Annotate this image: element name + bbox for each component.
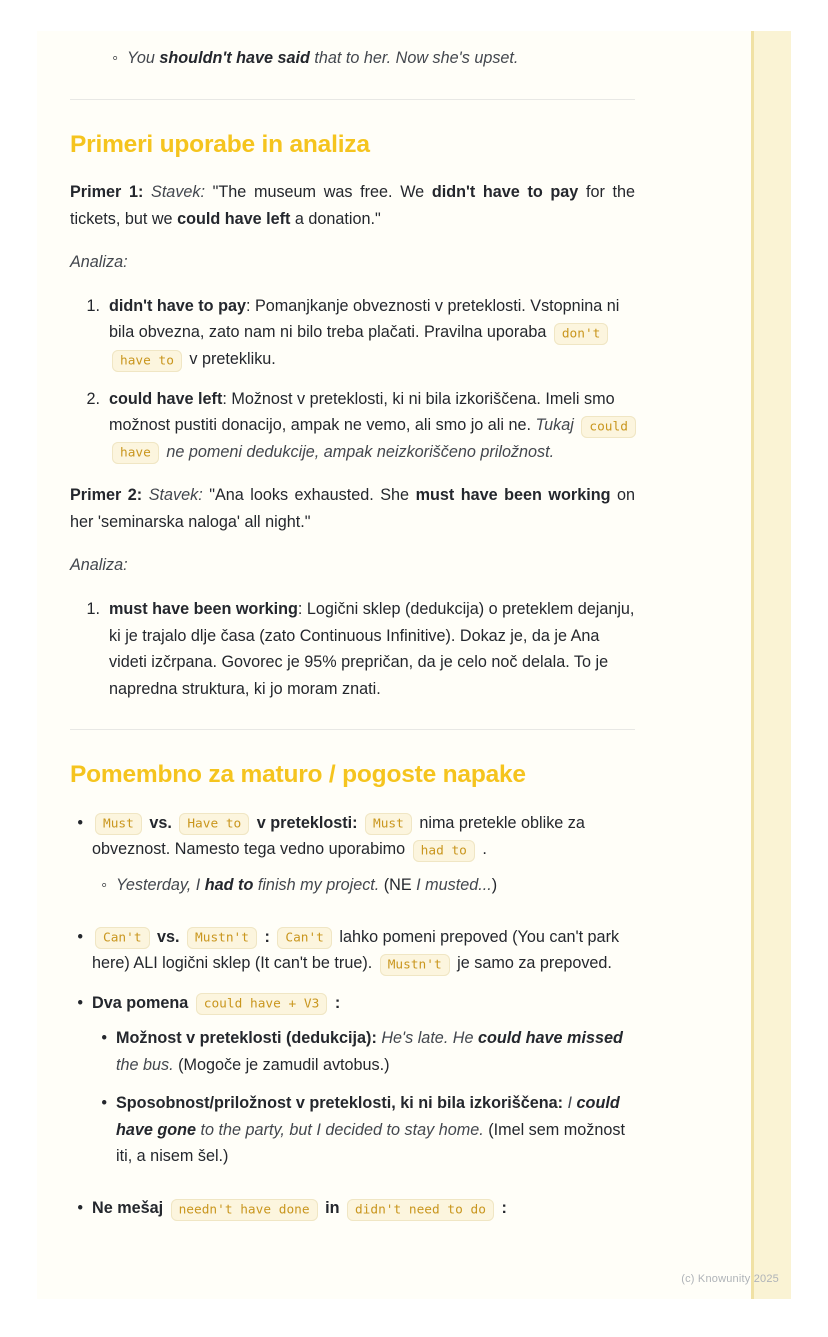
page-edge-strip	[751, 31, 791, 1299]
list-marker: ◦	[101, 875, 107, 894]
list-marker: •	[77, 927, 83, 946]
text-segment: Analiza:	[70, 556, 128, 575]
list-item-content	[109, 596, 635, 702]
list-marker: •	[77, 1199, 83, 1217]
text-segment: Stavek:	[148, 486, 203, 505]
text-segment: in	[320, 1199, 344, 1217]
inline-code-chip: could have	[112, 416, 636, 465]
paragraph	[70, 482, 635, 535]
text-segment: a donation."	[290, 209, 381, 228]
section-divider	[70, 729, 635, 730]
text-segment: nima pretekle oblike za obveznost. Namesto tega vedno uporabimo	[92, 813, 585, 859]
text-segment: on her 'seminarska naloga' all night."	[70, 486, 635, 531]
text-segment: finish my project.	[253, 875, 380, 894]
text-segment: ne pomeni dedukcije, ampak neizkoriščeno priložnost.	[161, 442, 555, 461]
document-page	[37, 31, 791, 1299]
list-item-content	[92, 810, 635, 911]
text-segment: .	[477, 840, 487, 859]
text-segment	[143, 183, 151, 201]
text-segment: :	[496, 1199, 507, 1217]
list-item	[105, 45, 635, 72]
ordered-list	[70, 596, 635, 702]
text-segment: v pretekliku.	[184, 350, 276, 368]
list-item-content	[116, 1090, 635, 1170]
list-item-content	[92, 1195, 635, 1222]
list-item	[70, 990, 635, 1182]
list-item	[70, 386, 635, 466]
text-segment: vs.	[152, 927, 185, 946]
list-item-content	[116, 1025, 635, 1078]
list-marker: •	[101, 1029, 107, 1048]
text-segment: : Logični sklep (dedukcija) o preteklem dejanju, ki je trajalo dlje časa (zato Continuous Infinitive). Dokaz je, da je Ana videti izčrpana. Govorec je 95% prepričan, da je celo noč delala. To je napredna struktura, ki jo moram znati.	[109, 599, 635, 698]
text-segment: Ne mešaj	[92, 1199, 168, 1217]
text-segment: didn't have to pay	[431, 183, 579, 202]
text-segment: : Pomanjkanje obveznosti v preteklosti. Vstopnina ni bila obvezna, zato nam ni bilo treba plačati. Pravilna uporaba	[109, 296, 620, 342]
text-segment: shouldn't have said	[159, 49, 310, 67]
bullet-list	[70, 810, 635, 1222]
copyright-note: (c) Knowunity 2025	[681, 1272, 779, 1285]
text-segment: could have left	[177, 209, 291, 228]
list-marker: 1.	[86, 296, 100, 315]
list-item	[94, 1025, 635, 1078]
text-segment: Dva pomena	[92, 993, 193, 1012]
list-item-content	[92, 924, 635, 977]
inline-code-chip: Can't	[95, 927, 150, 949]
text-segment: Tukaj	[535, 416, 579, 435]
text-segment: vs.	[144, 813, 177, 832]
list-item	[94, 1090, 635, 1170]
list-item	[70, 810, 635, 911]
text-segment: I	[563, 1094, 577, 1113]
paragraph	[70, 179, 635, 232]
text-segment: : Možnost v preteklosti, ki ni bila izkoriščena. Imeli smo možnost pustiti donacijo, ampak ne vemo, ali smo jo ali ne.	[109, 389, 615, 435]
inline-code-chip: Mustn't	[187, 927, 257, 949]
text-segment: I musted...	[416, 875, 492, 894]
paragraph	[70, 552, 635, 579]
text-segment: must have been working	[415, 486, 611, 505]
text-segment: for the tickets, but we	[70, 183, 636, 228]
text-segment: :	[330, 993, 341, 1012]
text-segment: )	[491, 875, 498, 894]
list-item-content	[109, 386, 635, 466]
text-segment: :	[259, 927, 275, 946]
inline-code-chip: could have + V3	[196, 993, 328, 1015]
inline-code-chip: didn't need to do	[347, 1199, 494, 1221]
text-segment: didn't have to pay	[109, 296, 246, 315]
text-segment: Primer 1:	[70, 183, 144, 202]
inline-code-chip: had to	[413, 840, 475, 862]
list-marker: •	[77, 813, 83, 832]
text-segment: lahko pomeni prepoved (You can't park here) ALI logični sklep (It can't be true).	[92, 927, 620, 973]
text-segment: He's late. He	[376, 1029, 478, 1048]
text-segment: could have gone	[116, 1094, 620, 1139]
list-marker: 2.	[86, 389, 100, 408]
text-segment: the bus.	[116, 1055, 174, 1074]
text-segment: could have missed	[478, 1029, 623, 1048]
bullet-list	[105, 45, 635, 72]
list-item	[70, 1195, 635, 1222]
inline-code-chip: Must	[95, 813, 142, 835]
text-segment: Primer 2:	[70, 486, 143, 505]
section-heading: Pomembno za maturo / pogoste napake	[70, 761, 526, 789]
text-segment: that to her. Now she's upset.	[309, 49, 519, 67]
text-segment: "The museum was free. We	[205, 183, 432, 202]
text-segment: je samo za prepoved.	[452, 954, 612, 973]
text-segment: (Mogoče je zamudil avtobus.)	[173, 1055, 390, 1074]
text-segment: (Imel sem možnost iti, a nisem šel.)	[116, 1120, 625, 1166]
bullet-list	[94, 1025, 635, 1170]
text-segment: Yesterday, I	[116, 875, 205, 894]
inline-code-chip: Must	[365, 813, 412, 835]
inline-code-chip: needn't have done	[171, 1199, 318, 1221]
ordered-list	[70, 293, 635, 465]
text-segment: could have left	[109, 389, 223, 408]
list-item-content	[109, 293, 635, 373]
list-item	[70, 293, 635, 373]
section-divider	[70, 99, 635, 100]
page-background	[0, 31, 828, 1299]
text-segment: (NE	[379, 875, 417, 894]
list-item-content	[116, 872, 635, 899]
text-segment: to the party, but I decided to stay home.	[196, 1120, 484, 1139]
text-segment: Analiza:	[70, 253, 128, 272]
text-segment: You	[127, 49, 160, 67]
inline-code-chip: Mustn't	[380, 954, 450, 976]
text-segment: Sposobnost/priložnost v preteklosti, ki ni bila izkoriščena:	[116, 1094, 564, 1113]
section-heading: Primeri uporabe in analiza	[70, 130, 370, 158]
bullet-list	[94, 872, 635, 899]
text-segment: "Ana looks exhausted. She	[202, 486, 416, 505]
inline-code-chip: Can't	[277, 927, 332, 949]
list-marker: •	[77, 993, 83, 1012]
text-segment: Stavek:	[151, 183, 206, 202]
paragraph	[70, 249, 635, 276]
inline-code-chip: don't have to	[112, 323, 608, 372]
text-segment: must have been working	[109, 599, 298, 618]
list-item-content	[92, 990, 635, 1182]
inline-code-chip: Have to	[179, 813, 249, 835]
list-item	[70, 596, 635, 702]
document-content	[37, 31, 635, 1299]
list-marker: •	[101, 1094, 107, 1113]
list-item	[70, 924, 635, 977]
text-segment: had to	[204, 875, 254, 894]
list-item-content	[127, 45, 635, 72]
list-item	[94, 872, 635, 899]
text-segment: Možnost v preteklosti (dedukcija):	[116, 1029, 377, 1048]
text-segment: v preteklosti:	[252, 813, 363, 832]
list-marker: ◦	[112, 49, 118, 67]
list-marker: 1.	[86, 599, 100, 618]
